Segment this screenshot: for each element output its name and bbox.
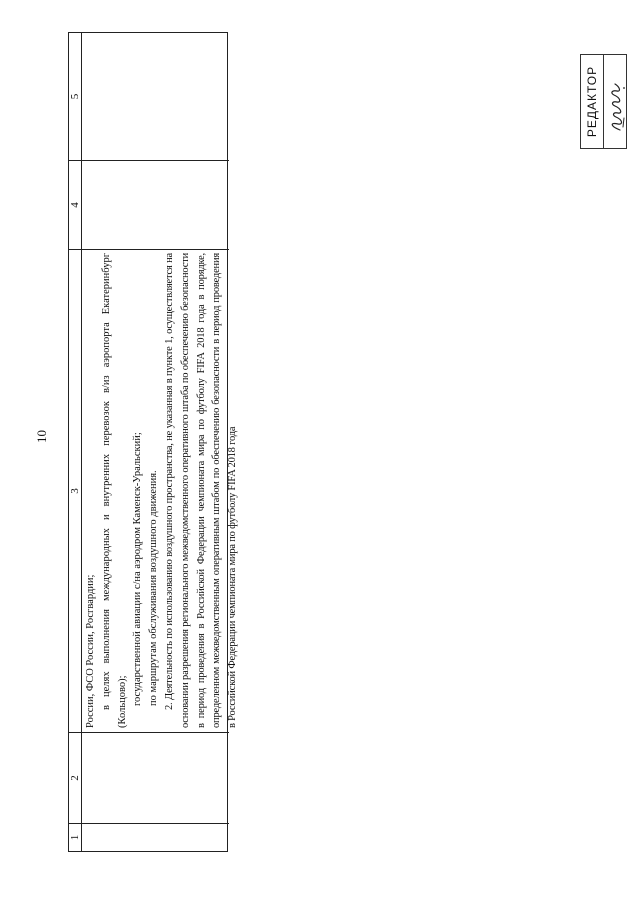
cell-line-2: в целях выполнения международных и внутренних перевозок в/из аэропорта Екатеринбург (Кольцово); [100, 253, 128, 728]
header-col-5: 5 [69, 93, 81, 100]
stamp-label: РЕДАКТОР [581, 55, 604, 148]
body-col-1 [82, 823, 229, 851]
header-col-3: 3 [69, 249, 82, 732]
body-col-2 [82, 732, 229, 823]
cell-line-4: по маршрутам обслуживания воздушного движения. [148, 470, 160, 706]
editor-stamp [580, 54, 627, 149]
body-col-4 [82, 160, 229, 249]
table-header-row [69, 33, 82, 851]
header-col-1: 1 [69, 823, 82, 851]
rotated-table [68, 32, 239, 852]
signature [604, 55, 628, 148]
page-number: 10 [34, 430, 49, 443]
cell-line-3: государственной авиации с/на аэродром Каменск-Уральский; [132, 432, 144, 706]
table-cell-col3 [82, 249, 239, 732]
cell-line-1: России, ФСО России, Росгвардии; [85, 574, 96, 728]
header-col-4: 4 [69, 160, 82, 249]
signature-scribble [604, 55, 628, 148]
header-col-2: 2 [69, 732, 82, 823]
cell-line-5: 2. Деятельность по использованию воздушного пространства, не указанная в пункте 1, осуществляется на основании разрешения регионального межведомственного оперативного штаба по обеспечению безопасности в период проведения в Российской Федерации чемпионата мира по футболу FIFA 2018 года в порядке, определенном межведомственным оперативным штабом по обеспечению безопасности в период проведения в Российской Федерации чемпионата мира по футболу FIFA 2018 года [163, 253, 239, 728]
